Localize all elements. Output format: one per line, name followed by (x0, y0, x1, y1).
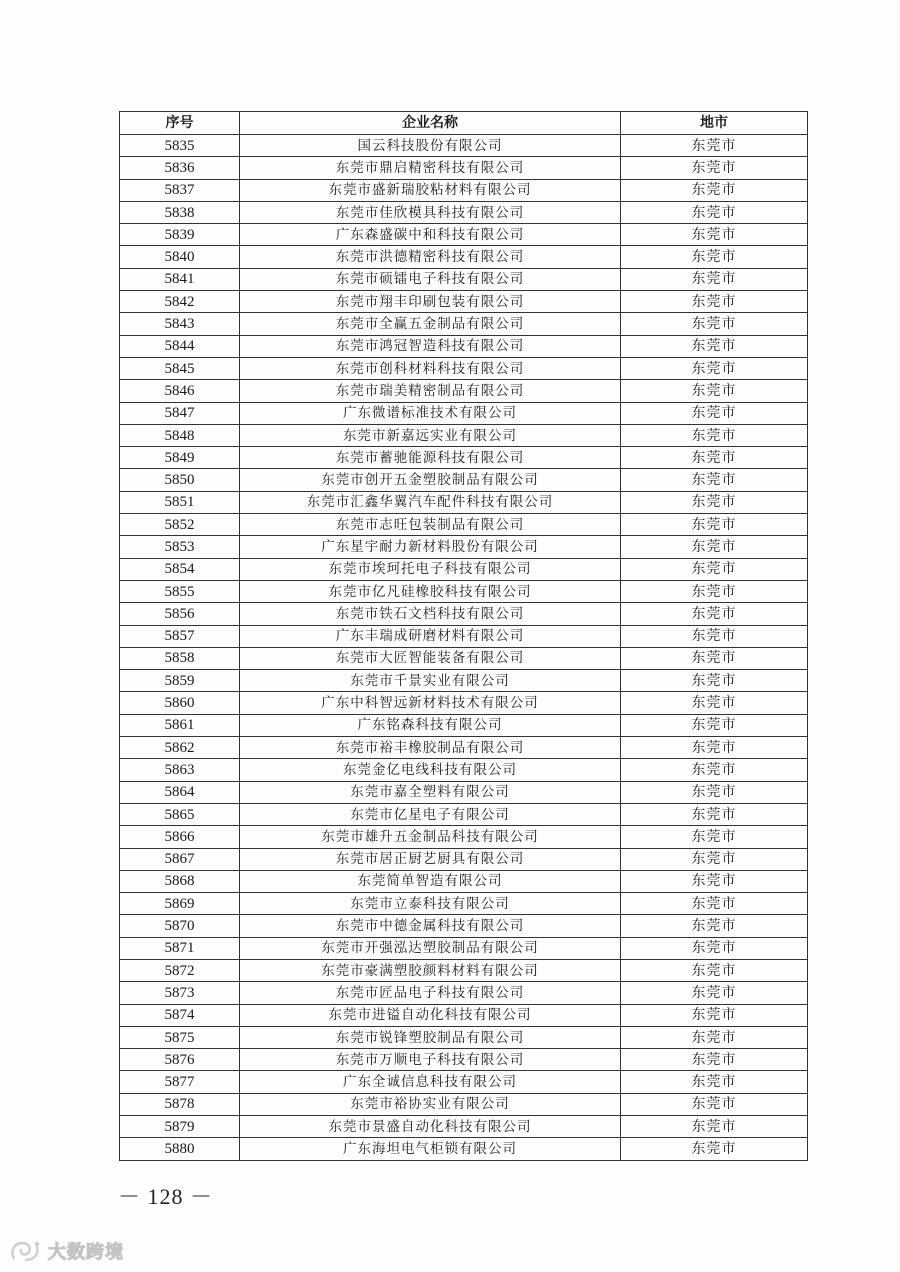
city-cell: 东莞市 (621, 380, 808, 402)
table-row (120, 915, 808, 937)
city-cell: 东莞市 (621, 469, 808, 491)
city-cell: 东莞市 (621, 291, 808, 313)
serial-number-cell: 5852 (120, 514, 240, 536)
city-cell: 东莞市 (621, 893, 808, 915)
serial-number-cell: 5865 (120, 803, 240, 825)
city-cell: 东莞市 (621, 357, 808, 379)
city-cell: 东莞市 (621, 603, 808, 625)
company-name-cell: 东莞市翔丰印刷包装有限公司 (240, 291, 621, 313)
city-cell: 东莞市 (621, 514, 808, 536)
company-name-cell: 东莞市洪德精密科技有限公司 (240, 246, 621, 268)
table-row (120, 469, 808, 491)
table-row (120, 246, 808, 268)
company-name-cell: 东莞市盛新瑞胶粘材料有限公司 (240, 179, 621, 201)
serial-number-cell: 5842 (120, 291, 240, 313)
serial-number-cell: 5870 (120, 915, 240, 937)
city-cell: 东莞市 (621, 246, 808, 268)
serial-number-cell: 5880 (120, 1138, 240, 1160)
city-cell: 东莞市 (621, 915, 808, 937)
city-cell: 东莞市 (621, 135, 808, 157)
swirl-logo-icon (8, 1238, 42, 1264)
header-company-name: 企业名称 (240, 112, 621, 135)
serial-number-cell: 5845 (120, 357, 240, 379)
city-cell: 东莞市 (621, 737, 808, 759)
company-name-cell: 东莞市鸿冠智造科技有限公司 (240, 335, 621, 357)
table-row (120, 536, 808, 558)
serial-number-cell: 5866 (120, 826, 240, 848)
table-row (120, 670, 808, 692)
table-row (120, 135, 808, 157)
company-name-cell: 东莞市新嘉远实业有限公司 (240, 424, 621, 446)
city-cell: 东莞市 (621, 848, 808, 870)
city-cell: 东莞市 (621, 803, 808, 825)
company-name-cell: 东莞市埃珂托电子科技有限公司 (240, 558, 621, 580)
company-name-cell: 东莞市裕丰橡胶制品有限公司 (240, 737, 621, 759)
serial-number-cell: 5864 (120, 781, 240, 803)
table-row (120, 514, 808, 536)
serial-number-cell: 5849 (120, 447, 240, 469)
city-cell: 东莞市 (621, 268, 808, 290)
company-name-cell: 东莞市亿星电子有限公司 (240, 803, 621, 825)
city-cell: 东莞市 (621, 224, 808, 246)
company-name-cell: 东莞市匠品电子科技有限公司 (240, 982, 621, 1004)
table-row (120, 1093, 808, 1115)
company-name-cell: 东莞市开强泓达塑胶制品有限公司 (240, 937, 621, 959)
table-row (120, 335, 808, 357)
serial-number-cell: 5857 (120, 625, 240, 647)
table-row (120, 402, 808, 424)
serial-number-cell: 5838 (120, 201, 240, 223)
table-row (120, 603, 808, 625)
serial-number-cell: 5839 (120, 224, 240, 246)
serial-number-cell: 5859 (120, 670, 240, 692)
city-cell: 东莞市 (621, 1071, 808, 1093)
company-name-cell: 东莞市进镒自动化科技有限公司 (240, 1004, 621, 1026)
watermark (8, 1238, 124, 1264)
table-row (120, 959, 808, 981)
serial-number-cell: 5875 (120, 1026, 240, 1048)
table-row (120, 826, 808, 848)
serial-number-cell: 5876 (120, 1049, 240, 1071)
city-cell: 东莞市 (621, 558, 808, 580)
city-cell: 东莞市 (621, 1093, 808, 1115)
serial-number-cell: 5856 (120, 603, 240, 625)
city-cell: 东莞市 (621, 781, 808, 803)
serial-number-cell: 5872 (120, 959, 240, 981)
table-row (120, 781, 808, 803)
company-name-cell: 东莞市千景实业有限公司 (240, 670, 621, 692)
city-cell: 东莞市 (621, 402, 808, 424)
table-row (120, 380, 808, 402)
city-cell: 东莞市 (621, 1138, 808, 1160)
company-name-cell: 广东海坦电气柜锁有限公司 (240, 1138, 621, 1160)
serial-number-cell: 5867 (120, 848, 240, 870)
serial-number-cell: 5854 (120, 558, 240, 580)
company-name-cell: 东莞市中德金属科技有限公司 (240, 915, 621, 937)
table-row (120, 157, 808, 179)
table-row (120, 558, 808, 580)
table-row (120, 937, 808, 959)
company-name-cell: 东莞市创开五金塑胶制品有限公司 (240, 469, 621, 491)
company-name-cell: 东莞市蓄驰能源科技有限公司 (240, 447, 621, 469)
city-cell: 东莞市 (621, 1049, 808, 1071)
serial-number-cell: 5855 (120, 580, 240, 602)
table-row (120, 848, 808, 870)
serial-number-cell: 5877 (120, 1071, 240, 1093)
company-name-cell: 广东铭森科技有限公司 (240, 714, 621, 736)
serial-number-cell: 5858 (120, 647, 240, 669)
table-row (120, 224, 808, 246)
watermark-text: 大数跨境 (48, 1242, 124, 1263)
serial-number-cell: 5836 (120, 157, 240, 179)
serial-number-cell: 5841 (120, 268, 240, 290)
company-name-cell: 东莞市景盛自动化科技有限公司 (240, 1116, 621, 1138)
serial-number-cell: 5844 (120, 335, 240, 357)
serial-number-cell: 5873 (120, 982, 240, 1004)
table-row (120, 737, 808, 759)
serial-number-cell: 5835 (120, 135, 240, 157)
table-row (120, 647, 808, 669)
company-name-cell: 东莞市志旺包装制品有限公司 (240, 514, 621, 536)
serial-number-cell: 5871 (120, 937, 240, 959)
city-cell: 东莞市 (621, 647, 808, 669)
table-row (120, 1026, 808, 1048)
table-header (120, 112, 808, 135)
table-row (120, 1004, 808, 1026)
company-name-cell: 东莞市锐锋塑胶制品有限公司 (240, 1026, 621, 1048)
serial-number-cell: 5862 (120, 737, 240, 759)
company-name-cell: 东莞市嘉全塑料有限公司 (240, 781, 621, 803)
city-cell: 东莞市 (621, 424, 808, 446)
city-cell: 东莞市 (621, 536, 808, 558)
city-cell: 东莞市 (621, 937, 808, 959)
company-name-cell: 东莞市居正厨艺厨具有限公司 (240, 848, 621, 870)
serial-number-cell: 5874 (120, 1004, 240, 1026)
city-cell: 东莞市 (621, 157, 808, 179)
serial-number-cell: 5868 (120, 870, 240, 892)
city-cell: 东莞市 (621, 201, 808, 223)
header-serial-number: 序号 (120, 112, 240, 135)
table-row (120, 268, 808, 290)
serial-number-cell: 5879 (120, 1116, 240, 1138)
table-row (120, 201, 808, 223)
company-name-cell: 广东微谱标准技术有限公司 (240, 402, 621, 424)
company-name-cell: 东莞市瑞美精密制品有限公司 (240, 380, 621, 402)
serial-number-cell: 5850 (120, 469, 240, 491)
serial-number-cell: 5840 (120, 246, 240, 268)
table-row (120, 893, 808, 915)
serial-number-cell: 5861 (120, 714, 240, 736)
table-row (120, 1138, 808, 1160)
table-row (120, 1071, 808, 1093)
company-name-cell: 东莞市雄升五金制品科技有限公司 (240, 826, 621, 848)
serial-number-cell: 5848 (120, 424, 240, 446)
serial-number-cell: 5846 (120, 380, 240, 402)
company-name-cell: 东莞市全赢五金制品有限公司 (240, 313, 621, 335)
city-cell: 东莞市 (621, 179, 808, 201)
table-row (120, 580, 808, 602)
table-row (120, 803, 808, 825)
company-name-cell: 东莞金亿电线科技有限公司 (240, 759, 621, 781)
table-row (120, 424, 808, 446)
company-name-cell: 广东全诚信息科技有限公司 (240, 1071, 621, 1093)
company-name-cell: 广东森盛碳中和科技有限公司 (240, 224, 621, 246)
table-row (120, 1049, 808, 1071)
city-cell: 东莞市 (621, 1004, 808, 1026)
city-cell: 东莞市 (621, 335, 808, 357)
city-cell: 东莞市 (621, 313, 808, 335)
serial-number-cell: 5851 (120, 491, 240, 513)
company-name-cell: 东莞市佳欣模具科技有限公司 (240, 201, 621, 223)
serial-number-cell: 5853 (120, 536, 240, 558)
table-row (120, 291, 808, 313)
company-name-cell: 东莞市大匠智能装备有限公司 (240, 647, 621, 669)
table-row (120, 982, 808, 1004)
page-number: － 128 － (118, 1184, 214, 1209)
city-cell: 东莞市 (621, 826, 808, 848)
city-cell: 东莞市 (621, 692, 808, 714)
city-cell: 东莞市 (621, 870, 808, 892)
header-city: 地市 (621, 112, 808, 135)
table-row (120, 491, 808, 513)
city-cell: 东莞市 (621, 625, 808, 647)
city-cell: 东莞市 (621, 670, 808, 692)
table-row (120, 357, 808, 379)
company-name-cell: 东莞市汇鑫华翼汽车配件科技有限公司 (240, 491, 621, 513)
table-row (120, 692, 808, 714)
table-row (120, 759, 808, 781)
city-cell: 东莞市 (621, 447, 808, 469)
city-cell: 东莞市 (621, 982, 808, 1004)
table-row (120, 1116, 808, 1138)
company-name-cell: 东莞市豪满塑胶颜料材料有限公司 (240, 959, 621, 981)
company-name-cell: 东莞市亿凡硅橡胶科技有限公司 (240, 580, 621, 602)
company-name-cell: 国云科技股份有限公司 (240, 135, 621, 157)
city-cell: 东莞市 (621, 759, 808, 781)
city-cell: 东莞市 (621, 959, 808, 981)
serial-number-cell: 5843 (120, 313, 240, 335)
serial-number-cell: 5869 (120, 893, 240, 915)
table-row (120, 179, 808, 201)
company-name-cell: 东莞市万顺电子科技有限公司 (240, 1049, 621, 1071)
serial-number-cell: 5878 (120, 1093, 240, 1115)
city-cell: 东莞市 (621, 491, 808, 513)
company-name-cell: 东莞市立泰科技有限公司 (240, 893, 621, 915)
city-cell: 东莞市 (621, 1026, 808, 1048)
city-cell: 东莞市 (621, 1116, 808, 1138)
serial-number-cell: 5860 (120, 692, 240, 714)
company-name-cell: 东莞市铁石文档科技有限公司 (240, 603, 621, 625)
company-name-cell: 广东中科智远新材料技术有限公司 (240, 692, 621, 714)
city-cell: 东莞市 (621, 714, 808, 736)
table-row (120, 625, 808, 647)
serial-number-cell: 5847 (120, 402, 240, 424)
company-table (119, 111, 808, 1161)
table-row (120, 714, 808, 736)
company-name-cell: 东莞市裕协实业有限公司 (240, 1093, 621, 1115)
serial-number-cell: 5863 (120, 759, 240, 781)
table-body (120, 135, 808, 1161)
company-name-cell: 东莞市硕镭电子科技有限公司 (240, 268, 621, 290)
table-row (120, 313, 808, 335)
header-row (120, 112, 808, 135)
serial-number-cell: 5837 (120, 179, 240, 201)
city-cell: 东莞市 (621, 580, 808, 602)
company-name-cell: 东莞市创科材料科技有限公司 (240, 357, 621, 379)
company-name-cell: 东莞简单智造有限公司 (240, 870, 621, 892)
table-row (120, 870, 808, 892)
company-name-cell: 广东丰瑞成研磨材料有限公司 (240, 625, 621, 647)
company-name-cell: 广东星宇耐力新材料股份有限公司 (240, 536, 621, 558)
company-name-cell: 东莞市鼎启精密科技有限公司 (240, 157, 621, 179)
table-row (120, 447, 808, 469)
